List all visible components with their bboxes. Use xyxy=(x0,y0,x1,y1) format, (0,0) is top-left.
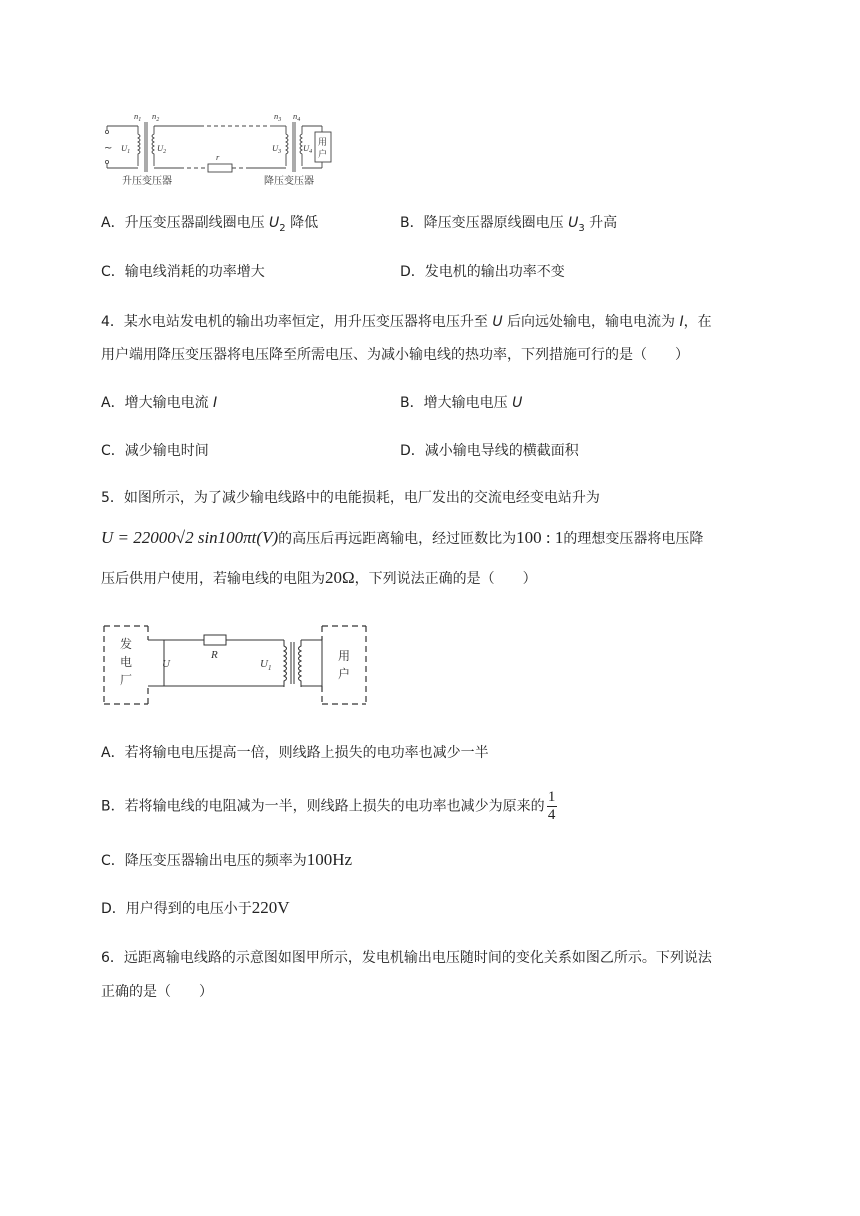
option-text: 增大输电电压 xyxy=(423,395,513,411)
option-letter: D． xyxy=(400,443,425,459)
option-letter: B． xyxy=(400,395,424,411)
user-label-bottom: 户 xyxy=(318,150,328,160)
u4-label: $U_4$ xyxy=(303,143,313,155)
transmission-diagram xyxy=(100,108,340,190)
q3-option-a xyxy=(101,213,318,239)
option-text: D．用户得到的电压小于 xyxy=(101,901,252,917)
q6-stem-line1: 6．远距离输电线路的示意图如图甲所示，发电机输出电压随时间的变化关系如图乙所示。下列说法 xyxy=(101,950,712,966)
plant-label-3: 厂 xyxy=(120,673,133,687)
option-tail: 升高 xyxy=(584,215,618,231)
option-letter: C． xyxy=(101,264,125,280)
q3-option-c xyxy=(101,262,265,282)
q5-option-a: A．若将输电电压提高一倍，则线路上损失的电功率也减少一半 xyxy=(101,745,489,761)
q4-variable-u: U xyxy=(492,314,503,330)
q5-text: 的高压后再远距离输电，经过匝数比为 xyxy=(278,531,517,547)
u-label: U xyxy=(162,658,170,670)
option-variable: U xyxy=(512,395,523,411)
option-tail: 降低 xyxy=(285,215,319,231)
plant-label-2: 电 xyxy=(120,655,133,669)
q5-option-c xyxy=(101,850,352,871)
n1-label: $n_1$ xyxy=(134,111,142,123)
option-subscript: 3 xyxy=(578,222,585,234)
one-quarter-fraction xyxy=(547,790,557,823)
voltage-value: 220V xyxy=(251,898,290,917)
plant-label-1: 发 xyxy=(120,637,133,651)
q4-option-b xyxy=(400,393,522,413)
q3-option-b xyxy=(400,213,617,239)
u2-label: $U_2$ xyxy=(157,143,167,155)
q5-text: 压后供用户使用，若输电线的电阻为 xyxy=(101,571,325,587)
q4-option-a xyxy=(101,393,217,413)
option-text: 减少输电时间 xyxy=(124,443,209,459)
u1-label: $U_1$ xyxy=(260,658,272,672)
q4-text: ，在 xyxy=(683,314,712,330)
option-variable: U xyxy=(269,215,280,231)
step-down-caption: 降压变压器 xyxy=(264,176,314,187)
step-up-caption: 升压变压器 xyxy=(122,176,172,187)
option-variable: U xyxy=(568,215,579,231)
u1-label: $U_1$ xyxy=(121,143,131,155)
line-resistor xyxy=(208,164,232,172)
q5-text: 的理想变压器将电压降 xyxy=(563,531,704,547)
q4-variable-i: I xyxy=(679,314,684,330)
u3-label: $U_3$ xyxy=(272,143,282,155)
option-letter: A． xyxy=(101,395,125,411)
option-text: 输电线消耗的功率增大 xyxy=(124,264,265,280)
option-letter: D． xyxy=(400,264,425,280)
q5-circuit-diagram xyxy=(100,622,372,708)
option-text: 减小输电导线的横截面积 xyxy=(424,443,579,459)
q5-stem-line2 xyxy=(101,528,703,549)
fraction-denominator: 4 xyxy=(547,807,556,823)
option-text: C．降压变压器输出电压的频率为 xyxy=(101,853,307,869)
line-resistor-r xyxy=(204,635,226,645)
option-letter: B． xyxy=(400,215,424,231)
q5-option-b xyxy=(101,790,557,823)
q5-option-d xyxy=(101,898,290,919)
q5-turns-ratio: 100 : 1 xyxy=(516,528,564,547)
n2-label: $n_2$ xyxy=(152,111,160,123)
resistor-label: r xyxy=(216,152,220,162)
option-letter: C． xyxy=(101,443,125,459)
q4-stem-line1 xyxy=(101,312,712,332)
q5-text: ，下列说法正确的是（ ） xyxy=(354,571,537,587)
option-text: 发电机的输出功率不变 xyxy=(424,264,565,280)
option-text: 升压变压器副线圈电压 xyxy=(124,215,270,231)
q4-option-d xyxy=(400,441,579,461)
option-subscript: 2 xyxy=(279,222,286,234)
option-text: 降压变压器原线圈电压 xyxy=(423,215,569,231)
user-label-1: 用 xyxy=(338,649,351,663)
option-text: B．若将输电线的电阻减为一半，则线路上损失的电功率也减少为原来的 xyxy=(101,798,545,815)
option-letter: A． xyxy=(101,215,125,231)
q3-option-d xyxy=(400,262,565,282)
q4-stem-line2: 用户端用降压变压器将电压降至所需电压、为减小输电线的热功率，下列措施可行的是（ ） xyxy=(101,347,689,363)
q5-stem-line1: 5．如图所示，为了减少输电线路中的电能损耗，电厂发出的交流电经变电站升为 xyxy=(101,490,600,506)
option-text: 增大输电电流 xyxy=(124,395,214,411)
fraction-numerator: 1 xyxy=(547,789,556,805)
frequency-value: 100Hz xyxy=(306,850,353,869)
n3-label: $n_3$ xyxy=(274,111,282,123)
ac-source-symbol: ~ xyxy=(104,143,113,154)
q6-stem-line2: 正确的是（ ） xyxy=(101,984,213,1000)
option-variable: I xyxy=(213,395,218,411)
user-label-top: 用 xyxy=(318,138,328,148)
q5-stem-line3 xyxy=(101,568,537,589)
r-label: R xyxy=(211,649,218,661)
n4-label: $n_4$ xyxy=(293,111,301,123)
user-label-2: 户 xyxy=(338,667,351,681)
q4-option-c xyxy=(101,441,209,461)
q4-text: 后向远处输电，输电电流为 xyxy=(502,314,680,330)
q5-voltage-formula: U = 22000√2 sin100πt(V) xyxy=(101,528,279,547)
q4-text: 4．某水电站发电机的输出功率恒定，用升压变压器将电压升至 xyxy=(101,314,493,330)
q5-resistance-value: 20Ω xyxy=(325,568,355,587)
